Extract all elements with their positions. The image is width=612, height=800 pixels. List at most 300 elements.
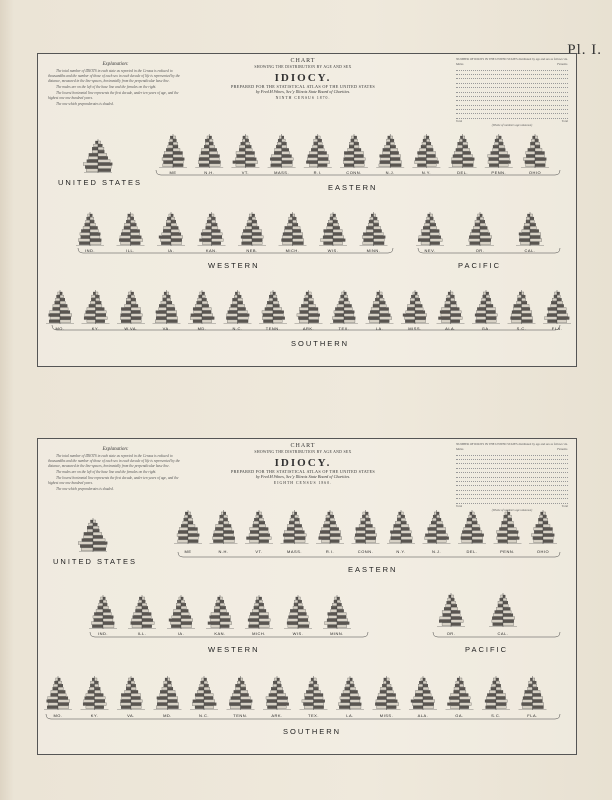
bar-female — [530, 230, 539, 233]
bar-male — [461, 537, 472, 540]
pyramid-state — [316, 510, 344, 544]
bar-male — [343, 690, 350, 693]
bar-male — [548, 320, 557, 323]
bar-male — [85, 166, 98, 169]
pyramid-state — [210, 510, 238, 544]
bar-female — [354, 145, 359, 148]
bar-male — [166, 223, 171, 226]
bar-female — [212, 239, 224, 242]
bar-male — [193, 308, 202, 311]
bar-male — [159, 308, 167, 311]
bar-male — [227, 314, 238, 317]
bar-male — [205, 142, 209, 145]
bar-female — [181, 613, 189, 616]
bar-female — [295, 512, 297, 515]
bar-male — [338, 703, 350, 706]
bar-female — [238, 317, 249, 320]
bar-female — [131, 292, 134, 295]
bar-female — [496, 684, 501, 687]
bar-female — [437, 537, 449, 540]
bar-female — [96, 298, 100, 301]
bar-male — [330, 217, 333, 220]
bar-male — [289, 521, 294, 524]
bar-male — [132, 625, 142, 628]
bar-male — [165, 678, 167, 681]
bar-male — [348, 678, 350, 681]
bar-female — [282, 164, 293, 167]
bar-female — [202, 308, 211, 311]
bar-female — [241, 703, 252, 706]
table-males-header: Males. — [456, 446, 465, 451]
bar-female — [259, 600, 262, 603]
bar-female — [171, 236, 183, 239]
bar-female — [415, 295, 419, 298]
bar-female — [499, 155, 510, 158]
bar-male — [366, 230, 373, 233]
bar-female — [423, 681, 427, 684]
bar-female — [350, 697, 360, 700]
bar-male — [305, 295, 309, 298]
bar-male — [160, 239, 171, 242]
bar-female — [426, 148, 433, 151]
bar-male — [86, 694, 95, 697]
bar-male — [169, 619, 181, 622]
bar-male — [332, 317, 344, 320]
bar-female — [309, 314, 320, 317]
chart-author: by Fred.H.Wines, Sec'y Illinois State Board of Charities. — [255, 89, 351, 94]
bar-male — [219, 518, 223, 521]
bar-male — [356, 540, 366, 543]
bar-female — [212, 242, 221, 245]
bar-male — [450, 694, 459, 697]
bar-male — [440, 311, 450, 314]
bar-female — [354, 148, 361, 151]
bar-male — [533, 537, 543, 540]
bar-male — [177, 534, 188, 537]
bar-male — [462, 540, 472, 543]
bar-female — [131, 304, 138, 307]
bar-female — [273, 301, 279, 304]
bar-male — [378, 694, 386, 697]
bar-female — [535, 139, 538, 142]
chart-main-title: IDIOCY. — [274, 72, 332, 84]
bar-female — [366, 540, 376, 543]
bar-male — [83, 226, 90, 229]
pyramid-state — [482, 676, 510, 710]
bar-male — [125, 304, 131, 307]
bar-female — [103, 622, 114, 625]
bar-male — [121, 314, 131, 317]
bar-male — [366, 226, 373, 229]
bar-female — [95, 684, 99, 687]
bar-male — [355, 534, 365, 537]
state-label: TENN. — [265, 326, 281, 331]
bar-male — [120, 703, 131, 706]
explanation-text: The total number of IDIOTS in each state as reported in the Census is reduced to thousandths and the number of those of each sex in each decade of life is represented by the distance, measured in the line-spaces, horizontally from the perpendicular base line. — [48, 454, 180, 468]
bar-male — [157, 314, 167, 317]
bar-female — [557, 317, 569, 320]
bar-male — [448, 598, 451, 601]
bar-female — [463, 136, 465, 139]
bar-female — [167, 320, 178, 323]
bar-female — [366, 521, 371, 524]
bar-male — [526, 155, 535, 158]
bar-female — [430, 239, 442, 242]
bar-female — [508, 528, 517, 531]
bar-female — [380, 308, 389, 311]
bar-female — [460, 703, 472, 706]
bar-female — [96, 314, 106, 317]
chart-census-year: EIGHTH CENSUS 1860. — [273, 481, 333, 485]
bar-male — [163, 295, 167, 298]
pyramid-state — [409, 676, 437, 710]
bar-female — [543, 524, 550, 527]
pyramid-state — [295, 290, 323, 324]
bar-female — [486, 301, 491, 304]
bar-female — [131, 217, 134, 220]
bar-female — [437, 521, 443, 524]
bar-female — [401, 524, 409, 527]
bar-female — [95, 678, 97, 681]
bar-male — [517, 301, 522, 304]
bar-male — [200, 292, 202, 295]
bar-male — [126, 301, 131, 304]
bar-male — [456, 681, 460, 684]
bar-male — [178, 537, 188, 540]
bar-female — [224, 521, 229, 524]
bar-female — [318, 164, 327, 167]
bar-male — [82, 539, 93, 542]
bar-female — [171, 214, 173, 217]
bar-male — [525, 690, 533, 693]
bar-male — [370, 217, 374, 220]
bar-male — [235, 684, 240, 687]
bar-male — [89, 153, 98, 156]
bar-male — [163, 298, 167, 301]
bar-male — [80, 233, 90, 236]
bar-female — [423, 706, 434, 709]
bar-male — [428, 540, 437, 543]
pyramid-state — [366, 290, 394, 324]
bar-male — [362, 515, 365, 518]
bar-male — [83, 703, 94, 706]
bar-male — [331, 606, 337, 609]
bar-male — [163, 164, 173, 167]
bar-male — [369, 220, 373, 223]
bar-male — [492, 684, 496, 687]
bar-female — [96, 320, 105, 323]
bar-female — [98, 166, 111, 169]
bar-male — [548, 311, 557, 314]
bar-female — [188, 531, 198, 534]
bar-male — [221, 512, 223, 515]
bar-male — [230, 706, 240, 709]
bar-male — [419, 681, 423, 684]
bar-female — [282, 145, 287, 148]
bar-male — [421, 242, 430, 245]
bar-male — [447, 703, 459, 706]
bar-male — [249, 625, 259, 628]
bar-male — [304, 301, 309, 304]
bar-female — [90, 214, 92, 217]
bar-male — [163, 161, 173, 164]
bar-female — [330, 534, 340, 537]
bar-male — [246, 537, 259, 540]
pyramid-state — [153, 290, 181, 324]
bar-female — [103, 613, 111, 616]
bar-male — [133, 616, 142, 619]
bar-male — [157, 697, 168, 700]
bar-male — [428, 214, 430, 217]
bar-male — [92, 678, 94, 681]
bar-male — [382, 152, 390, 155]
bar-female — [401, 518, 405, 521]
pyramid-state — [281, 510, 309, 544]
bar-female — [188, 524, 195, 527]
bar-female — [350, 694, 358, 697]
bar-female — [350, 706, 361, 709]
bar-female — [173, 155, 183, 158]
bar-male — [423, 139, 426, 142]
bar-female — [330, 515, 334, 518]
bar-female — [415, 298, 420, 301]
bar-female — [212, 217, 216, 220]
bar-male — [346, 684, 350, 687]
bar-male — [425, 223, 430, 226]
bar-male — [176, 606, 181, 609]
pyramid-state — [489, 593, 517, 627]
bar-male — [498, 540, 508, 543]
bar-female — [295, 518, 300, 521]
bar-male — [284, 540, 295, 543]
bar-female — [472, 540, 483, 543]
region-bracket — [90, 632, 368, 637]
bar-male — [235, 292, 237, 295]
bar-male — [485, 700, 496, 703]
pyramid-state — [494, 510, 522, 544]
bar-male — [306, 292, 308, 295]
bar-male — [169, 214, 171, 217]
bar-female — [171, 230, 179, 233]
bar-male — [164, 152, 173, 155]
state-label: OR. — [446, 631, 456, 636]
bar-male — [311, 678, 313, 681]
bar-male — [283, 233, 292, 236]
bar-female — [220, 622, 232, 625]
bar-female — [58, 681, 62, 684]
bar-male — [50, 311, 60, 314]
bar-female — [496, 697, 506, 700]
bar-male — [256, 600, 259, 603]
bar-male — [520, 236, 530, 239]
bar-female — [188, 537, 198, 540]
bar-female — [204, 681, 207, 684]
state-label: KY. — [90, 713, 99, 718]
bar-male — [100, 600, 103, 603]
bar-female — [314, 694, 324, 697]
bar-male — [450, 700, 460, 703]
bar-female — [273, 314, 283, 317]
bar-female — [437, 540, 447, 543]
bar-male — [184, 518, 188, 521]
bar-female — [472, 515, 476, 518]
bar-male — [344, 152, 354, 155]
state-label: ILL. — [137, 631, 147, 636]
bar-female — [142, 625, 152, 628]
bar-male — [496, 531, 507, 534]
bar-male — [209, 214, 211, 217]
bar-male — [538, 521, 543, 524]
bar-male — [470, 512, 472, 515]
bar-male — [376, 295, 379, 298]
bar-male — [126, 220, 130, 223]
bar-male — [442, 623, 451, 626]
bar-female — [350, 690, 358, 693]
bar-female — [535, 148, 542, 151]
bar-male — [91, 298, 95, 301]
bar-female — [58, 703, 69, 706]
bar-male — [373, 304, 380, 307]
table-females-header: Females. — [557, 446, 568, 451]
bar-female — [374, 214, 376, 217]
bar-male — [170, 136, 173, 139]
bar-female — [282, 148, 289, 151]
bar-male — [201, 152, 209, 155]
bar-male — [293, 606, 298, 609]
bar-male — [249, 534, 259, 537]
bar-male — [341, 694, 350, 697]
bar-female — [437, 524, 444, 527]
state-label: MASS. — [287, 549, 302, 554]
bar-female — [314, 681, 317, 684]
bar-female — [245, 145, 251, 148]
bar-female — [220, 603, 224, 606]
bar-male — [321, 528, 330, 531]
bar-male — [387, 139, 391, 142]
bar-male — [249, 217, 252, 220]
bar-female — [522, 295, 526, 298]
bar-male — [94, 613, 103, 616]
pyramid-charts — [38, 54, 576, 366]
bar-female — [430, 236, 441, 239]
bar-male — [245, 226, 252, 229]
bar-male — [348, 148, 354, 151]
bar-female — [390, 164, 401, 167]
bar-male — [310, 681, 314, 684]
bar-male — [288, 223, 293, 226]
state-label: DEL. — [457, 170, 469, 175]
bar-male — [534, 540, 543, 543]
bar-female — [451, 292, 453, 295]
bar-female — [167, 295, 171, 298]
bar-female — [295, 528, 303, 531]
bar-male — [254, 606, 259, 609]
bar-female — [354, 155, 364, 158]
bar-female — [503, 607, 510, 610]
bar-male — [520, 242, 530, 245]
bar-female — [430, 217, 433, 220]
bar-male — [512, 311, 521, 314]
state-label: PENN. — [500, 549, 515, 554]
bar-female — [354, 161, 364, 164]
bar-male — [403, 314, 415, 317]
bar-female — [423, 700, 435, 703]
bar-female — [259, 609, 266, 612]
bar-female — [374, 239, 385, 242]
bar-male — [552, 298, 557, 301]
bar-female — [374, 217, 378, 220]
bar-female — [451, 311, 462, 314]
bar-female — [472, 528, 480, 531]
pyramid-state — [376, 134, 404, 168]
bar-female — [366, 524, 373, 527]
bar-female — [535, 152, 545, 155]
bar-female — [273, 308, 282, 311]
bar-male — [301, 304, 308, 307]
bar-female — [224, 524, 232, 527]
bar-male — [462, 531, 472, 534]
bar-female — [295, 524, 302, 527]
bar-female — [463, 164, 474, 167]
pyramid-state — [330, 290, 358, 324]
bar-female — [293, 236, 303, 239]
bar-male — [441, 308, 450, 311]
pyramid-state — [416, 212, 444, 246]
bar-male — [419, 236, 430, 239]
state-label: R.I. — [313, 170, 322, 175]
bar-female — [314, 678, 317, 681]
bar-male — [252, 609, 259, 612]
region-label: PACIFIC — [465, 645, 509, 654]
bar-male — [273, 681, 277, 684]
bar-male — [381, 158, 391, 161]
bar-female — [496, 706, 506, 709]
bar-male — [86, 706, 95, 709]
bar-female — [93, 526, 99, 529]
bar-male — [465, 524, 472, 527]
bar-female — [344, 311, 354, 314]
bar-male — [81, 236, 90, 239]
bar-male — [230, 700, 241, 703]
bar-female — [309, 304, 316, 307]
bar-female — [238, 298, 243, 301]
bar-male — [88, 214, 90, 217]
bar-male — [237, 155, 246, 158]
bar-female — [503, 598, 507, 601]
bar-female — [354, 136, 357, 139]
bar-female — [344, 301, 349, 304]
bar-male — [134, 613, 142, 616]
bar-female — [259, 606, 264, 609]
bar-female — [295, 531, 305, 534]
bar-female — [241, 697, 251, 700]
state-label: ME — [184, 549, 192, 554]
bar-female — [451, 620, 463, 623]
pyramid-state — [336, 676, 364, 710]
bar-female — [426, 142, 431, 145]
bar-female — [451, 317, 463, 320]
bar-male — [335, 308, 344, 311]
bar-female — [273, 320, 282, 323]
bar-female — [460, 690, 466, 693]
bar-female — [181, 625, 192, 628]
explanation-text: The males are on the left of the base line and the females on the right. — [56, 470, 157, 474]
bar-male — [455, 684, 459, 687]
state-label: MISS. — [379, 713, 394, 718]
bar-male — [278, 139, 282, 142]
bar-female — [168, 703, 179, 706]
pyramid-state — [437, 290, 465, 324]
